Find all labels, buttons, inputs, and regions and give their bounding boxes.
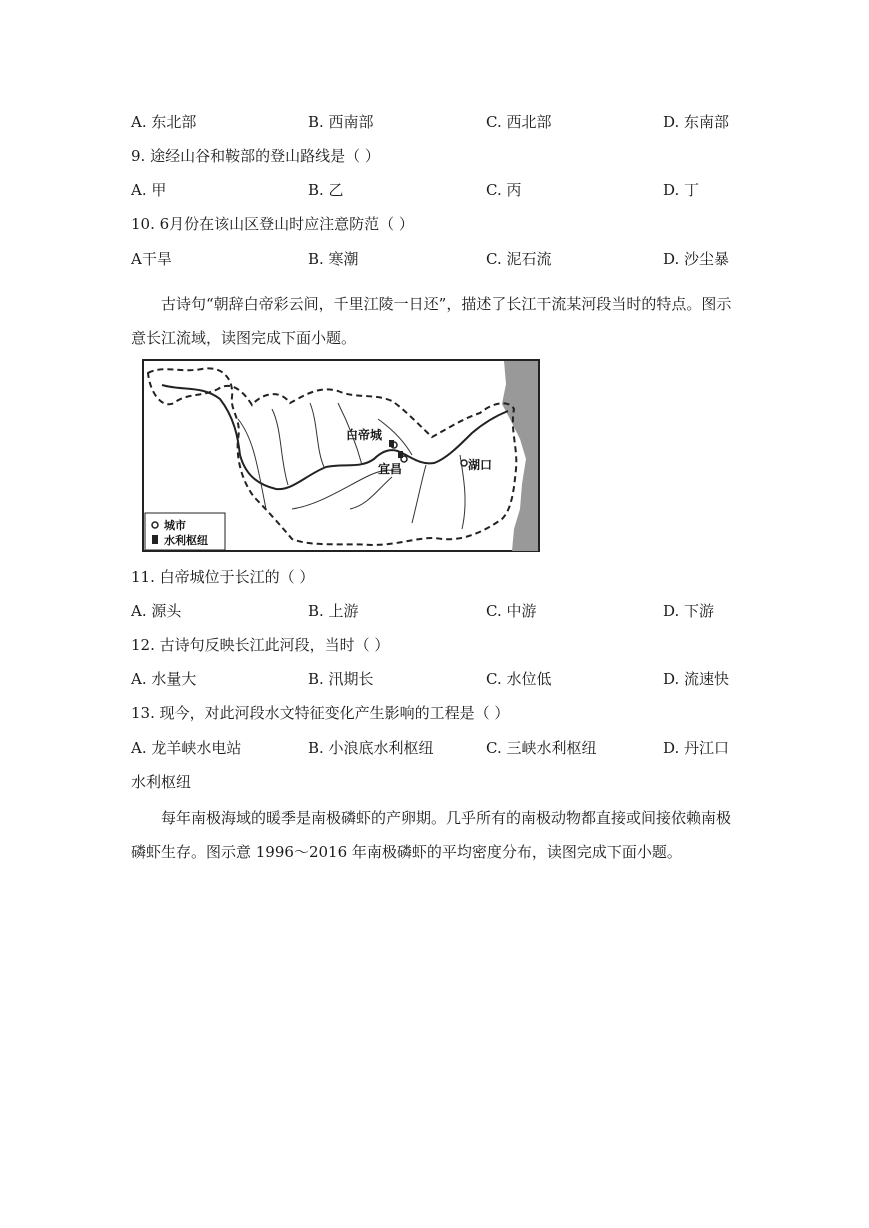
label-yichang: 宜昌 bbox=[378, 462, 403, 476]
q11-option-d: D. 下游 bbox=[663, 602, 715, 620]
legend-dam-icon bbox=[152, 535, 158, 544]
q8-option-c: C. 西北部 bbox=[486, 113, 552, 131]
q13-stem bbox=[0, 701, 869, 725]
q13-option-d-continued bbox=[0, 770, 869, 794]
yangtze-basin-map bbox=[142, 359, 540, 552]
q11-text: 11. 白帝城位于长江的（ ） bbox=[131, 568, 315, 586]
q9-option-c: C. 丙 bbox=[486, 181, 522, 199]
dam-marker bbox=[389, 440, 394, 447]
q10-options bbox=[0, 247, 869, 271]
q13-option-a: A. 龙羊峡水电站 bbox=[131, 739, 242, 757]
dam-marker bbox=[398, 451, 403, 458]
q11-stem bbox=[0, 565, 869, 589]
passage-krill: 每年南极海域的暖季是南极磷虾的产卵期。几乎所有的南极动物都直接或间接依赖南极磷虾生存。图示意 1996～2016 年南极磷虾的平均密度分布，读图完成下面小题。 bbox=[131, 809, 732, 861]
legend-city-icon bbox=[152, 522, 158, 528]
q13-option-d-cont: 水利枢纽 bbox=[131, 773, 192, 791]
q10-stem bbox=[0, 212, 869, 236]
q11-options bbox=[0, 599, 869, 623]
q12-stem bbox=[0, 633, 869, 657]
q12-option-c: C. 水位低 bbox=[486, 670, 552, 688]
q10-option-a: A干旱 bbox=[131, 250, 172, 268]
city-marker-hukou bbox=[461, 460, 467, 466]
q12-option-b: B. 汛期长 bbox=[308, 670, 374, 688]
q12-text: 12. 古诗句反映长江此河段，当时（ ） bbox=[131, 636, 390, 654]
q13-option-b: B. 小浪底水利枢纽 bbox=[308, 739, 434, 757]
label-hukou: 湖口 bbox=[468, 458, 493, 472]
q11-option-c: C. 中游 bbox=[486, 602, 537, 620]
q9-option-a: A. 甲 bbox=[131, 181, 167, 199]
q12-option-a: A. 水量大 bbox=[131, 670, 197, 688]
q12-option-d: D. 流速快 bbox=[663, 670, 730, 688]
q10-option-c: C. 泥石流 bbox=[486, 250, 552, 268]
q9-text: 9. 途经山谷和鞍部的登山路线是（ ） bbox=[131, 147, 380, 165]
q13-option-d: D. 丹江口 bbox=[663, 739, 730, 757]
q9-stem bbox=[0, 144, 869, 168]
q10-option-d: D. 沙尘暴 bbox=[663, 250, 730, 268]
q12-options bbox=[0, 667, 869, 691]
q8-option-d: D. 东南部 bbox=[663, 113, 730, 131]
q9-option-b: B. 乙 bbox=[308, 181, 344, 199]
q10-text: 10. 6月份在该山区登山时应注意防范（ ） bbox=[131, 215, 414, 233]
q13-option-c: C. 三峡水利枢纽 bbox=[486, 739, 597, 757]
q13-text: 13. 现今，对此河段水文特征变化产生影响的工程是（ ） bbox=[131, 704, 510, 722]
q10-option-b: B. 寒潮 bbox=[308, 250, 359, 268]
q13-options bbox=[0, 736, 869, 760]
label-baidicheng: 白帝城 bbox=[346, 428, 383, 442]
q9-options bbox=[0, 178, 869, 202]
legend-dam-label: 水利枢纽 bbox=[164, 534, 208, 547]
q9-option-d: D. 丁 bbox=[663, 181, 700, 199]
passage-yangtze: 古诗句“朝辞白帝彩云间，千里江陵一日还”，描述了长江干流某河段当时的特点。图示意长江流域，读图完成下面小题。 bbox=[131, 295, 732, 347]
q8-option-a: A. 东北部 bbox=[131, 113, 197, 131]
q8-options bbox=[0, 110, 869, 134]
q8-option-b: B. 西南部 bbox=[308, 113, 374, 131]
q11-option-b: B. 上游 bbox=[308, 602, 359, 620]
legend-city-label: 城市 bbox=[164, 519, 186, 532]
q11-option-a: A. 源头 bbox=[131, 602, 182, 620]
